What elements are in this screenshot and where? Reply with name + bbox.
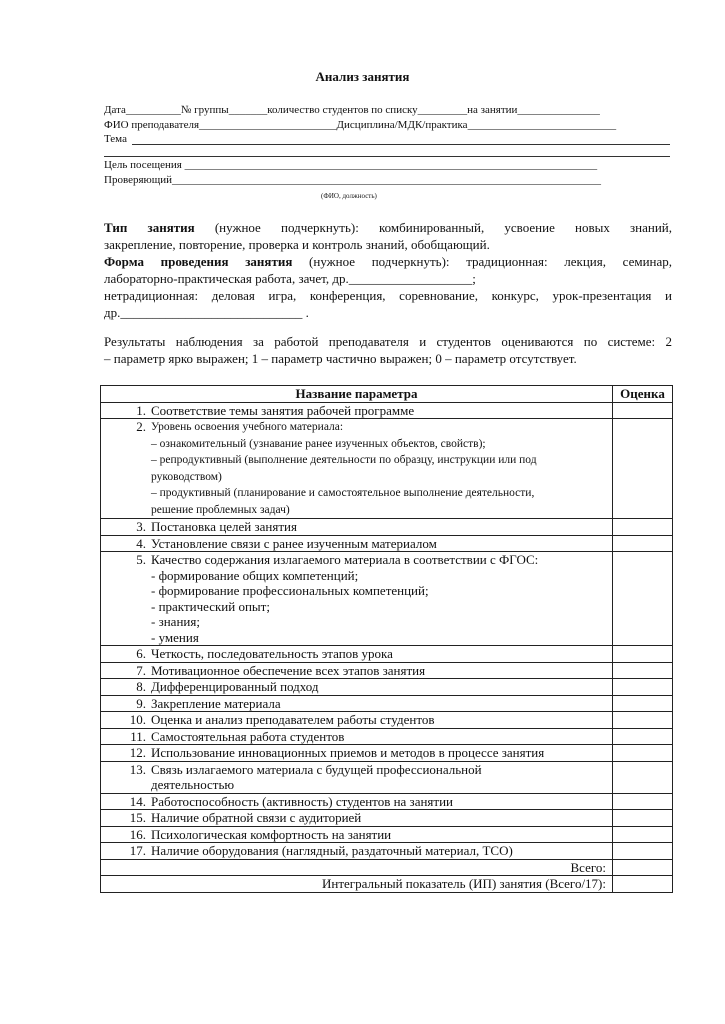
param-text-line: Дифференцированный подход: [151, 679, 319, 694]
lesson-form-label: Форма проведения занятия: [104, 254, 293, 269]
lesson-type-label: Тип занятия: [104, 220, 195, 235]
param-name-cell: [101, 402, 613, 419]
param-text-line: Закрепление материала: [151, 695, 281, 711]
score-cell[interactable]: [613, 712, 673, 729]
param-number: 4.: [136, 535, 146, 551]
table-row: [101, 402, 673, 419]
param-text: [151, 745, 612, 761]
lesson-form-text-3: нетрадиционная: деловая игра, конференция, соревнование, конкурс, урок-презентация и: [104, 288, 672, 303]
lesson-type-text-1: (нужное подчеркнуть): комбинированный, усвоение новых знаний,: [194, 220, 672, 235]
param-number: 11.: [130, 728, 146, 744]
param-number: 3.: [136, 519, 146, 534]
score-cell[interactable]: [613, 662, 673, 679]
total-label: Всего:: [101, 859, 613, 876]
param-name-cell: [101, 728, 613, 745]
score-cell[interactable]: [613, 728, 673, 745]
lesson-type-text-2: закрепление, повторение, проверка и контроль знаний, обобщающий.: [104, 237, 490, 252]
param-text-line: Уровень освоения учебного материала:: [151, 421, 344, 433]
table-row: [101, 810, 673, 827]
integral-row: [101, 876, 673, 893]
param-number: 2.: [136, 419, 146, 434]
param-text-line: Работоспособность (активность) студентов на занятии: [151, 793, 453, 809]
score-cell[interactable]: [613, 535, 673, 552]
param-number: 14.: [129, 793, 146, 809]
param-text: [151, 696, 612, 712]
lesson-form-text-2: лабораторно-практическая работа, зачет, др.___________________;: [104, 271, 476, 286]
param-text: [151, 712, 612, 728]
fio-caption: (ФИО, должность): [321, 192, 377, 200]
param-text-line: Постановка целей занятия: [151, 519, 297, 534]
param-number: 12.: [129, 745, 146, 760]
param-number: 16.: [129, 826, 146, 842]
score-cell[interactable]: [613, 745, 673, 762]
param-text-line: – продуктивный (планирование и самостоятельное выполнение деятельности,: [151, 487, 535, 499]
table-row: [101, 761, 673, 793]
param-text-line: Психологическая комфортность на занятии: [151, 826, 392, 842]
param-text-line: деятельностью: [151, 777, 235, 792]
results-note-line-1: Результаты наблюдения за работой преподавателя и студентов оцениваются по системе: 2: [104, 334, 672, 349]
table-row: [101, 712, 673, 729]
table-row: [101, 728, 673, 745]
param-text-line: Связь излагаемого материала с будущей профессиональной: [151, 761, 482, 777]
param-number: 13.: [129, 761, 146, 777]
param-name-cell: [101, 793, 613, 810]
score-cell[interactable]: [613, 761, 673, 793]
param-text-line: – ознакомительный (узнавание ранее изученных объектов, свойств);: [151, 437, 486, 450]
header-date-group-line: Дата__________№ группы_______количество студентов по списку_________на занятии_______________: [104, 104, 600, 116]
topic-underline-2: [104, 156, 670, 157]
param-number: 5.: [136, 552, 146, 567]
score-cell[interactable]: [613, 519, 673, 536]
results-note-line-2: – параметр ярко выражен; 1 – параметр частично выражен; 0 – параметр отсутствует.: [104, 351, 577, 366]
param-name-header: Название параметра: [101, 386, 613, 403]
param-text: [151, 536, 612, 552]
param-text: [151, 663, 612, 679]
param-number: 10.: [129, 712, 146, 727]
results-note-paragraph: [104, 333, 672, 367]
table-row: [101, 843, 673, 860]
param-text-line: Качество содержания излагаемого материала в соответствии с ФГОС:: [151, 552, 539, 567]
param-text-line: Наличие обратной связи с аудиторией: [151, 810, 362, 825]
param-text: [151, 843, 612, 859]
score-cell[interactable]: [613, 793, 673, 810]
param-name-cell: [101, 826, 613, 843]
param-text: [151, 827, 612, 843]
param-text: [151, 729, 612, 745]
param-text-line: Четкость, последовательность этапов урока: [151, 646, 393, 661]
param-text: [151, 519, 612, 535]
score-cell[interactable]: [613, 402, 673, 419]
param-number: 8.: [136, 679, 146, 694]
param-number: 1.: [136, 402, 146, 418]
score-cell[interactable]: [613, 679, 673, 696]
param-text-line: - умения: [151, 629, 199, 645]
lesson-form-text-4: др.____________________________ .: [104, 305, 309, 320]
param-name-cell: [101, 712, 613, 729]
param-name-cell: [101, 761, 613, 793]
score-cell[interactable]: [613, 419, 673, 519]
parameters-table: [100, 385, 673, 893]
total-score-cell[interactable]: [613, 859, 673, 876]
table-row: [101, 826, 673, 843]
param-text-line: Использование инновационных приемов и методов в процессе занятия: [151, 745, 545, 760]
param-name-cell: [101, 810, 613, 827]
score-cell[interactable]: [613, 810, 673, 827]
total-row: [101, 859, 673, 876]
param-name-cell: [101, 843, 613, 860]
param-text-line: руководством): [151, 470, 222, 483]
param-text-line: Установление связи с ранее изученным материалом: [151, 535, 437, 551]
param-text: [151, 419, 612, 518]
table-row: [101, 695, 673, 712]
param-text-line: Оценка и анализ преподавателем работы студентов: [151, 712, 435, 727]
param-name-cell: [101, 662, 613, 679]
param-name-cell: [101, 419, 613, 519]
table-row: [101, 679, 673, 696]
param-name-cell: [101, 519, 613, 536]
integral-label: Интегральный показатель (ИП) занятия (Всего/17):: [101, 876, 613, 893]
param-text-line: – репродуктивный (выполнение деятельности по образцу, инструкции или под: [151, 454, 537, 466]
header-inspector-line: Проверяющий______________________________________________________________________________: [104, 174, 601, 186]
param-number: 7.: [136, 662, 146, 678]
param-text-line: Наличие оборудования (наглядный, раздаточный материал, ТСО): [151, 843, 513, 858]
param-text: [151, 794, 612, 810]
score-cell[interactable]: [613, 826, 673, 843]
param-text: [151, 762, 612, 793]
param-text-line: Соответствие темы занятия рабочей программе: [151, 402, 415, 418]
param-name-cell: [101, 745, 613, 762]
table-row: [101, 419, 673, 519]
param-text-line: - практический опыт;: [151, 598, 270, 614]
table-row: [101, 552, 673, 646]
header-teacher-discipline-line: ФИО преподавателя_________________________Дисциплина/МДК/практика___________________________: [104, 119, 617, 131]
topic-underline: [132, 144, 670, 145]
param-name-cell: [101, 552, 613, 646]
param-name-cell: [101, 695, 613, 712]
table-row: [101, 662, 673, 679]
param-number: 9.: [136, 695, 146, 711]
param-text-line: - знания;: [151, 614, 200, 629]
table-row: [101, 535, 673, 552]
param-text: [151, 679, 612, 695]
param-text: [151, 810, 612, 826]
table-row: [101, 519, 673, 536]
param-text: [151, 403, 612, 419]
integral-score-cell[interactable]: [613, 876, 673, 893]
table-row: [101, 745, 673, 762]
param-number: 15.: [129, 810, 146, 825]
param-text: [151, 552, 612, 645]
score-header: Оценка: [613, 386, 673, 403]
param-text-line: - формирование профессиональных компетенций;: [151, 583, 429, 598]
header-visit-goal-line: Цель посещения ___________________________________________________________________________: [104, 159, 598, 171]
param-text: [151, 646, 612, 662]
score-cell[interactable]: [613, 646, 673, 663]
table-row: [101, 646, 673, 663]
score-cell[interactable]: [613, 552, 673, 646]
table-body: [101, 402, 673, 859]
table-row: [101, 793, 673, 810]
table-header-row: [101, 386, 673, 403]
lesson-type-paragraph: [104, 219, 672, 321]
param-name-cell: [101, 535, 613, 552]
param-text-line: решение проблемных задач): [151, 503, 290, 516]
param-text-line: - формирование общих компетенций;: [151, 567, 359, 583]
page-title: Анализ занятия: [315, 69, 410, 84]
lesson-form-text-1: (нужное подчеркнуть): традиционная: лекция, семинар,: [292, 254, 672, 269]
param-number: 17.: [129, 843, 146, 858]
param-number: 6.: [136, 646, 146, 661]
score-cell[interactable]: [613, 695, 673, 712]
param-name-cell: [101, 679, 613, 696]
header-topic-label: Тема: [104, 133, 127, 145]
param-text-line: Самостоятельная работа студентов: [151, 728, 345, 744]
param-name-cell: [101, 646, 613, 663]
score-cell[interactable]: [613, 843, 673, 860]
param-text-line: Мотивационное обеспечение всех этапов занятия: [151, 662, 426, 678]
